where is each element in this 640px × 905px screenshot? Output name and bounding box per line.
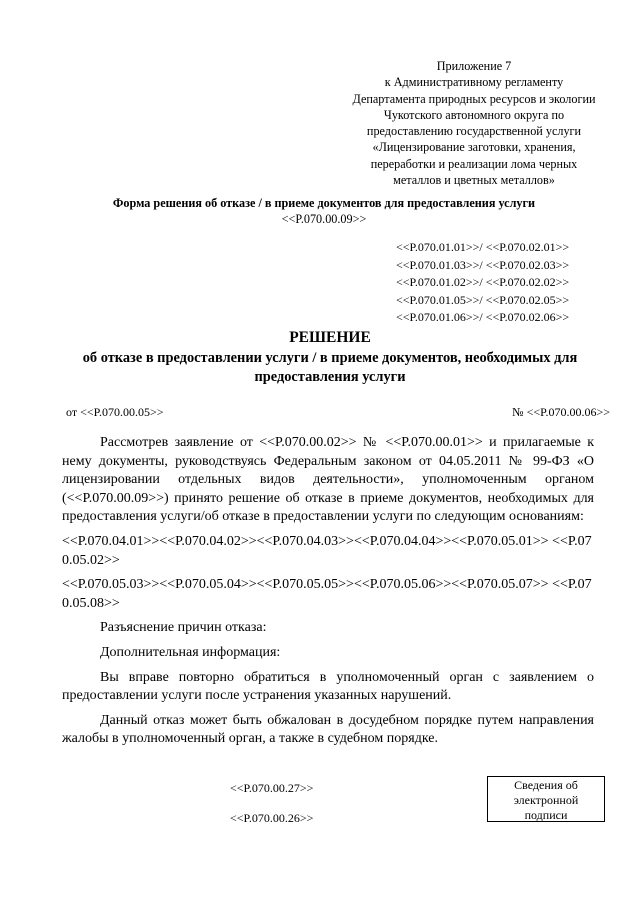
recipient-codes — [396, 239, 606, 327]
intro-paragraph: Рассмотрев заявление от <<P.070.00.02>> № <<P.070.00.01>> и прилагаемые к нему документы, руководствуясь Федеральным законом от 04.05.2011 № 99-ФЗ «О лицензировании отдельных видов деятельности», уполномоченным органом (<<P.070.00.09>>) принято решение об отказе в приеме документов, необходимых для предоставления услуги/об отказе в предоставлении услуги по следующим основаниям: — [62, 435, 594, 525]
appendix-line: «Лицензирование заготовки, хранения, — [372, 140, 576, 155]
signature-box-line: подписи — [524, 808, 568, 822]
appendix-line: к Административному регламенту — [384, 75, 564, 90]
signature-box-line: электронной — [513, 793, 579, 807]
explanation-label: Разъяснение причин отказа: — [100, 620, 267, 636]
decision-number: № <<P.070.00.06>> — [512, 405, 610, 419]
recipient-code-line: <<P.070.01.06>>/ <<P.070.02.06>> — [396, 310, 570, 325]
recipient-code-line: <<P.070.01.01>>/ <<P.070.02.01>> — [396, 240, 570, 254]
decision-subheading: об отказе в предоставлении услуги / в приеме документов, необходимых для предоставления услуги — [82, 350, 578, 386]
appendix-note — [318, 58, 630, 188]
decision-date: от <<P.070.00.05>> — [66, 405, 164, 419]
appendix-line: металлов и цветных металлов» — [393, 173, 555, 188]
recipient-code-line: <<P.070.01.03>>/ <<P.070.02.03>> — [396, 257, 570, 272]
signature-info-box — [487, 776, 605, 822]
decision-title — [50, 328, 610, 388]
appendix-line: предоставлению государственной услуги — [366, 124, 582, 139]
grounds-codes-2: <<P.070.05.03>><<P.070.05.04>><<P.070.05.05>><<P.070.05.06>><<P.070.05.07>> <<P.070.05.08>> — [62, 577, 592, 611]
form-title — [60, 195, 588, 227]
appendix-line: переработки и реализации лома черных — [370, 156, 578, 171]
decision-heading: РЕШЕНИЕ — [289, 329, 371, 346]
recipient-code-line: <<P.070.01.05>>/ <<P.070.02.05>> — [396, 292, 570, 307]
appendix-line: Департамента природных ресурсов и экологии — [352, 91, 596, 106]
recipient-code-line: <<P.070.01.02>>/ <<P.070.02.02>> — [396, 275, 570, 290]
retry-paragraph: Вы вправе повторно обратиться в уполномоченный орган с заявлением о предоставлении услуги после устранения указанных нарушений. — [62, 669, 594, 704]
signature-box-line: Сведения об — [514, 778, 578, 792]
grounds-codes-1: <<P.070.04.01>><<P.070.04.02>><<P.070.04.03>><<P.070.04.04>><<P.070.05.01>> <<P.070.05.02>> — [62, 533, 592, 568]
signature-code-2: <<P.070.00.26>> — [230, 811, 314, 825]
appeal-paragraph: Данный отказ может быть обжалован в досудебном порядке путем направления жалобы в уполномоченный орган, а также в судебном порядке. — [62, 712, 594, 747]
appendix-line: Приложение 7 — [436, 59, 512, 73]
additional-info-label: Дополнительная информация: — [100, 644, 281, 660]
signature-code-1: <<P.070.00.27>> — [230, 781, 314, 795]
appendix-line: Чукотского автономного округа по — [383, 107, 565, 122]
decision-body — [62, 434, 594, 755]
form-title-text: Форма решения об отказе / в приеме документов для предоставления услуги — [112, 196, 536, 210]
form-title-code: <<P.070.00.09>> — [281, 212, 367, 226]
